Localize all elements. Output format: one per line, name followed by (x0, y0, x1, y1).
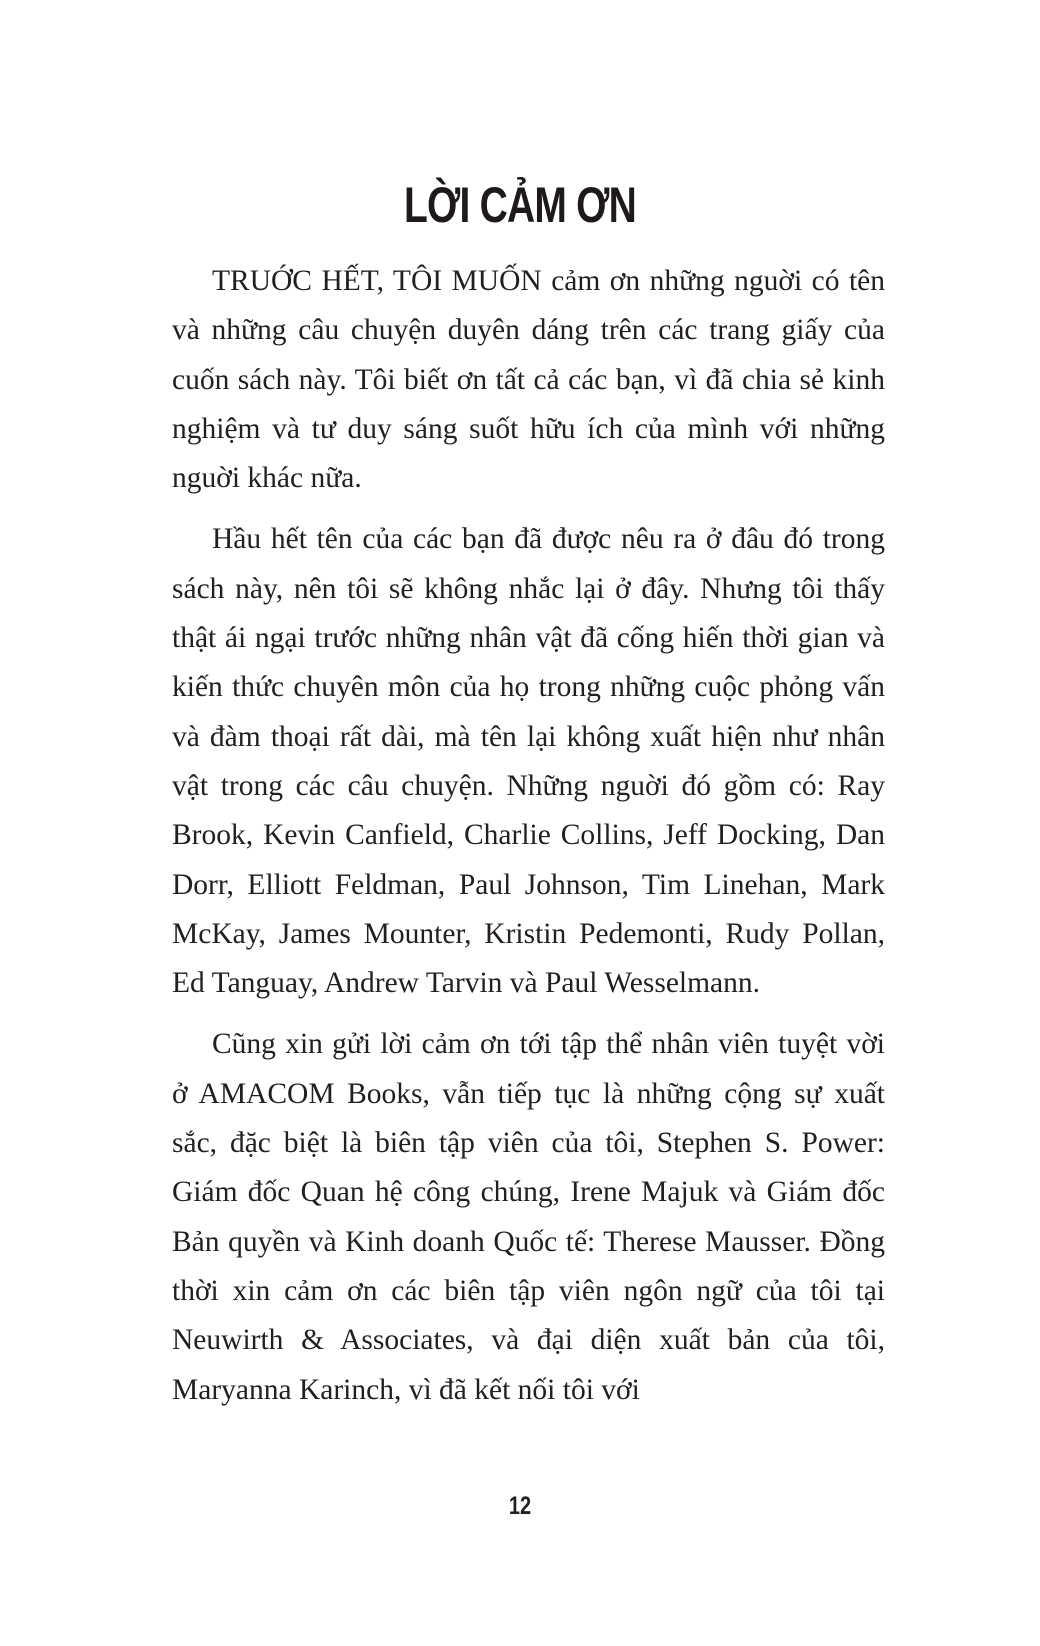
paragraph-3: Cũng xin gửi lời cảm ơn tới tập thể nhân viên tuyệt vời ở AMACOM Books, vẫn tiếp tục là những cộng sự xuất sắc, đặc biệt là biên tập viên của tôi, Stephen S. Power: Giám đốc Quan hệ công chúng, Irene Majuk và Giám đốc Bản quyền và Kinh doanh Quốc tế: Therese Mausser. Đồng thời xin cảm ơn các biên tập viên ngôn ngữ của tôi tại Neuwirth & Associates, và đại diện xuất bản của tôi, Maryanna Karinch, vì đã kết nối tôi với (172, 1028, 885, 1406)
chapter-body (172, 257, 885, 1427)
paragraph-1 (172, 257, 885, 503)
paragraph-1-lead: TRUỚC HẾT, TÔI MUỐN (212, 265, 542, 297)
paragraph-1-text: cảm ơn những nguời có tên và những câu chuyện duyên dáng trên các trang giấy của cuốn sách này. Tôi biết ơn tất cả các bạn, vì đã chia sẻ kinh nghiệm và tư duy sáng suốt hữu ích của mình với những nguời khác nữa. (172, 265, 885, 495)
page-number: 12 (508, 1492, 532, 1520)
chapter-title: LỜI CẢM ƠN (403, 177, 637, 233)
paragraph-2: Hầu hết tên của các bạn đã được nêu ra ở đâu đó trong sách này, nên tôi sẽ không nhắc lại ở đây. Nhưng tôi thấy thật ái ngại trước những nhân vật đã cống hiến thời gian và kiến thức chuyên môn của họ trong những cuộc phỏng vấn và đàm thoại rất dài, mà tên lại không xuất hiện như nhân vật trong các câu chuyện. Những nguời đó gồm có: Ray Brook, Kevin Canfield, Charlie Collins, Jeff Docking, Dan Dorr, Elliott Feldman, Paul Johnson, Tim Linehan, Mark McKay, James Mounter, Kristin Pedemonti, Rudy Pollan, Ed Tanguay, Andrew Tarvin và Paul Wesselmann. (172, 523, 885, 1000)
